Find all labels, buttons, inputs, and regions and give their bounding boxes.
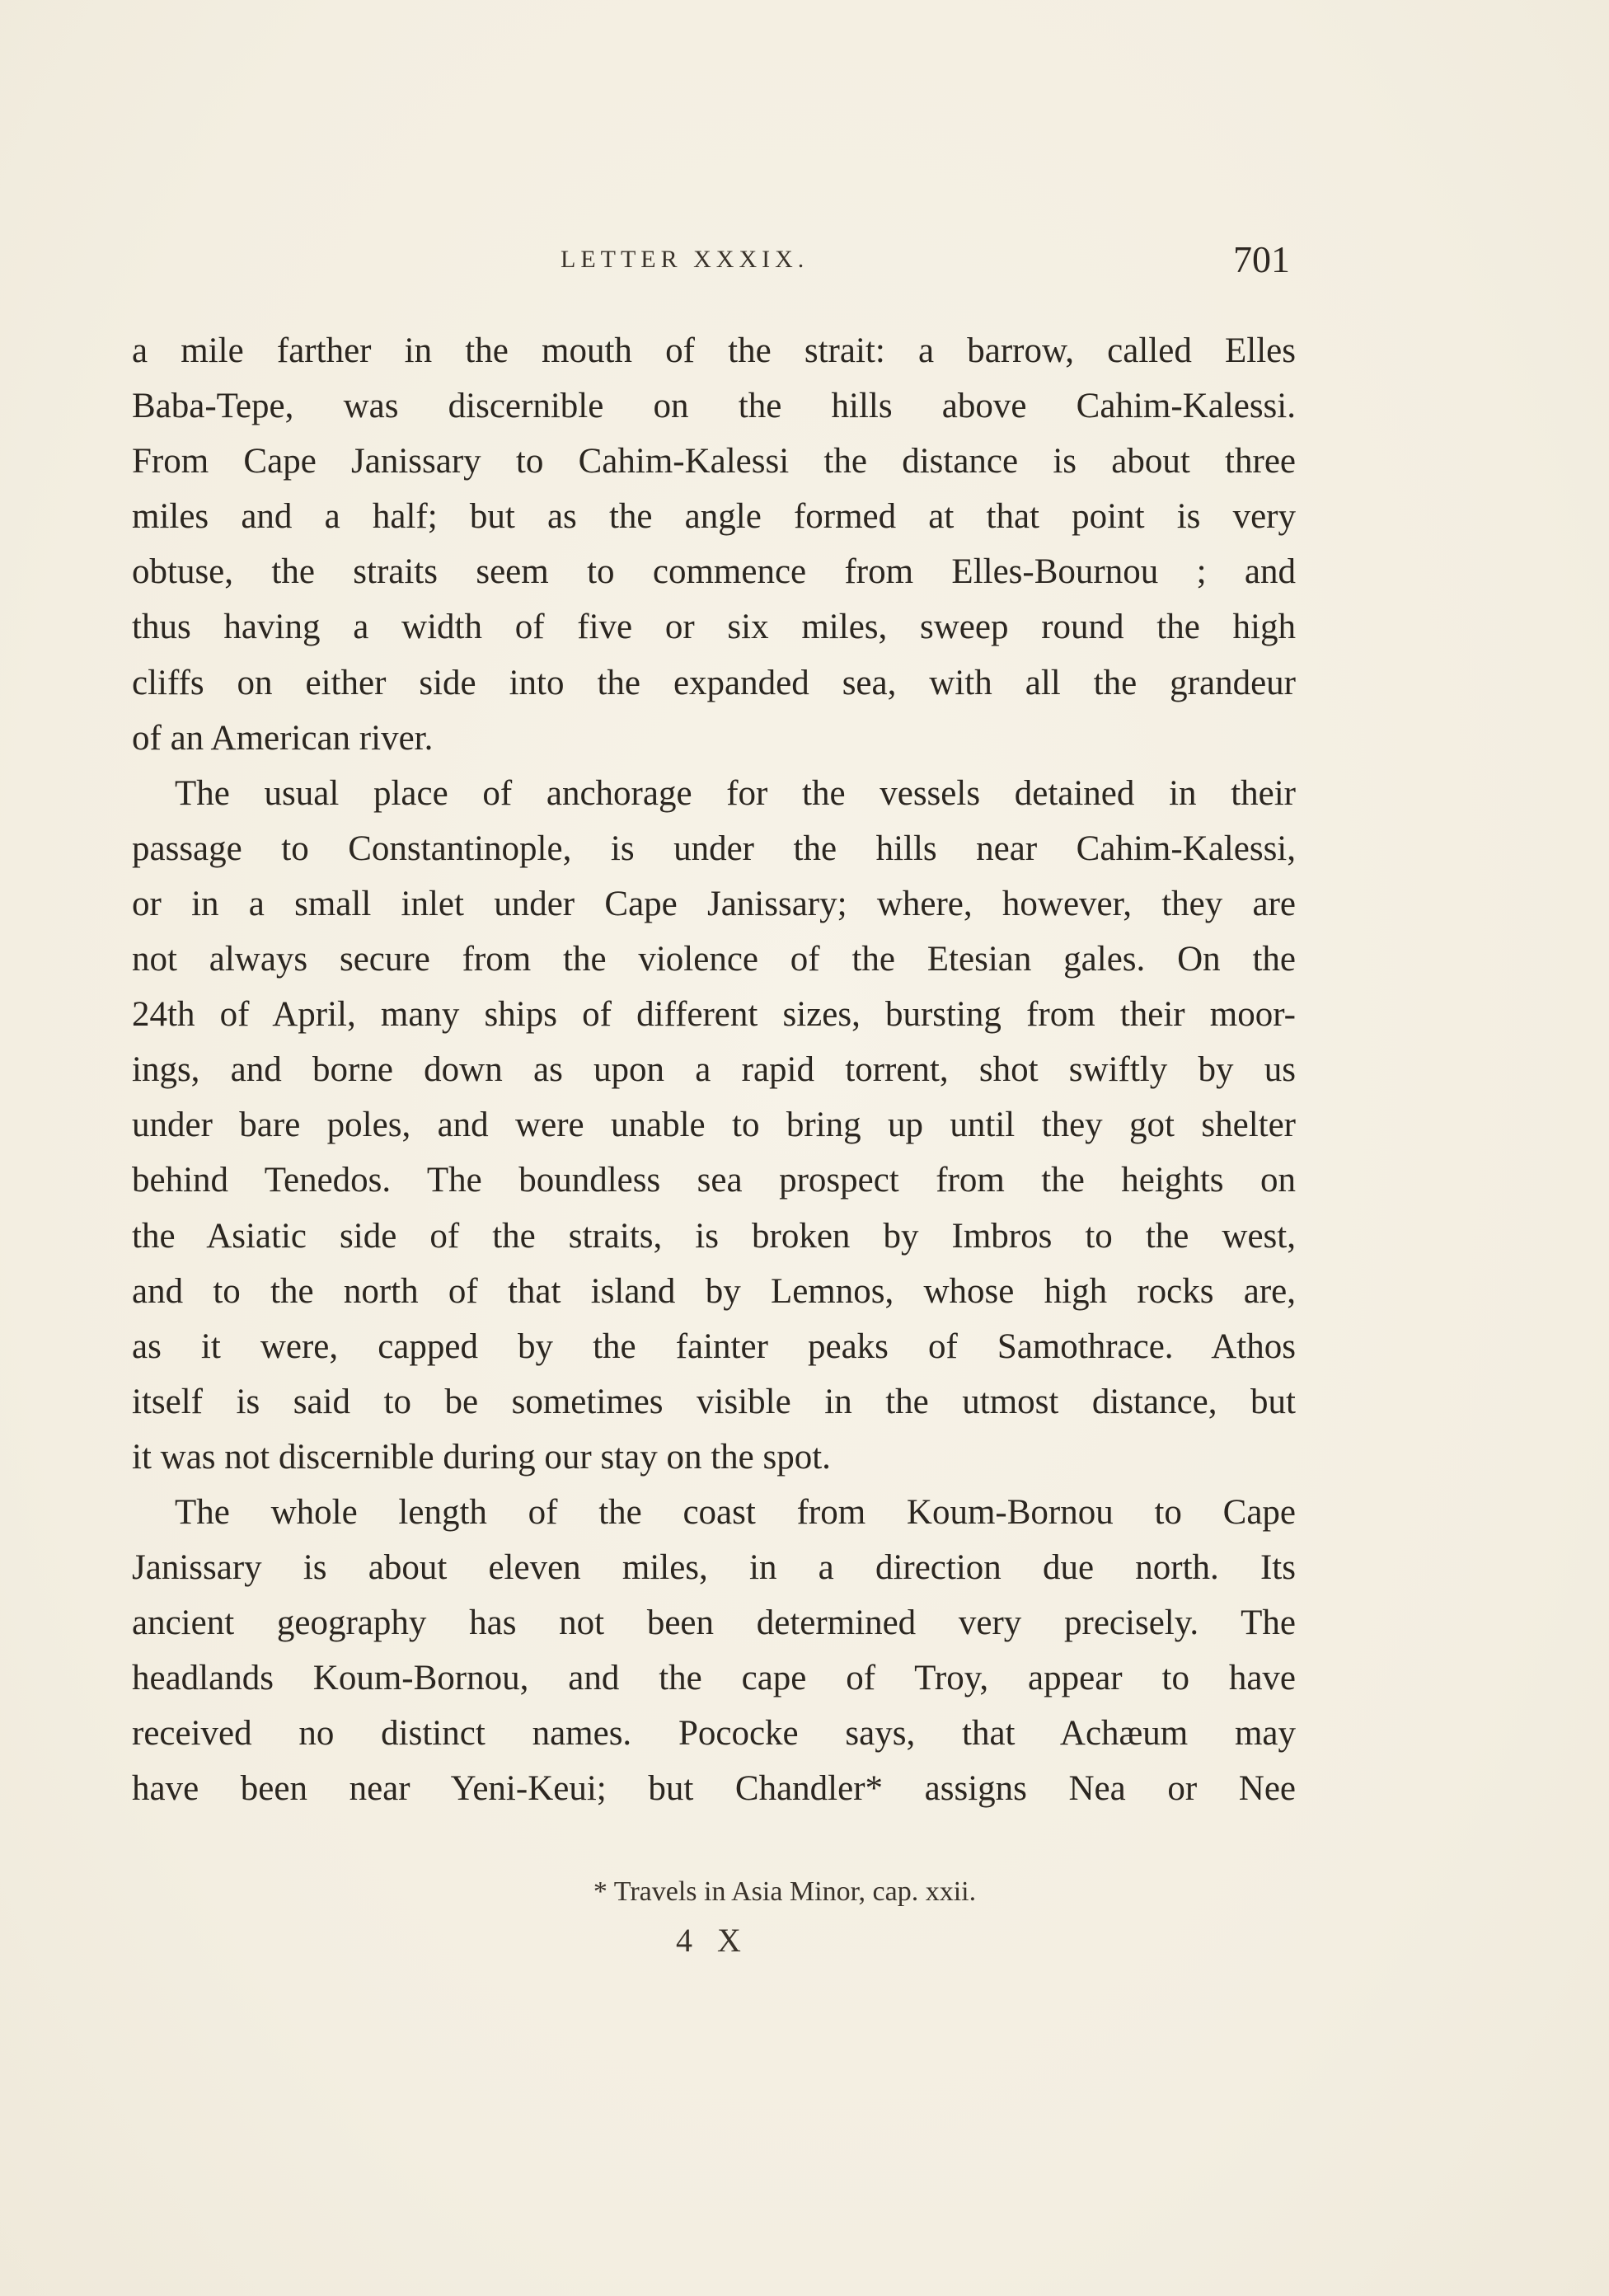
running-head: [0, 237, 1609, 287]
text-line: or in a small inlet under Cape Janissary; where, however, they are: [132, 884, 1296, 923]
text-line: passage to Constantinople, is under the hills near Cahim-Kalessi,: [132, 829, 1296, 868]
text-line: obtuse, the straits seem to commence from Elles-Bournou ; and: [132, 552, 1296, 592]
text-line: miles and a half; but as the angle formed at that point is very: [132, 497, 1296, 537]
text-line: From Cape Janissary to Cahim-Kalessi the distance is about three: [132, 442, 1296, 481]
text-line: have been near Yeni-Keui; but Chandler* assigns Nea or Nee: [132, 1769, 1296, 1809]
paragraph-start-line: The whole length of the coast from Koum-Bornou to Cape: [175, 1492, 1296, 1532]
footnote: [0, 1876, 1609, 1908]
text-line: as it were, capped by the fainter peaks of Samothrace. Athos: [132, 1326, 1296, 1366]
text-line: thus having a width of five or six miles, sweep round the high: [132, 608, 1296, 647]
running-title: LETTER XXXIX.: [561, 246, 809, 273]
text-line: ancient geography has not been determined very precisely. The: [132, 1603, 1296, 1643]
signature-mark: 4 X: [676, 1922, 749, 1959]
paragraph-start-line: The usual place of anchorage for the vessels detained in their: [175, 773, 1296, 813]
footnote-text: * Travels in Asia Minor, cap. xxii.: [593, 1876, 977, 1907]
text-line: of an American river.: [132, 718, 434, 758]
text-line: the Asiatic side of the straits, is broken by Imbros to the west,: [132, 1216, 1296, 1256]
text-line: ings, and borne down as upon a rapid torrent, shot swiftly by us: [132, 1050, 1296, 1090]
text-line: itself is said to be sometimes visible in the utmost distance, but: [132, 1382, 1296, 1421]
text-line: and to the north of that island by Lemnos, whose high rocks are,: [132, 1271, 1296, 1311]
text-line: received no distinct names. Pococke says, that Achæum may: [132, 1714, 1296, 1754]
text-line: Janissary is about eleven miles, in a direction due north. Its: [132, 1548, 1296, 1588]
text-line: under bare poles, and were unable to bring up until they got shelter: [132, 1106, 1296, 1145]
body-text: [132, 323, 1296, 1817]
text-line: headlands Koum-Bornou, and the cape of Troy, appear to have: [132, 1659, 1296, 1698]
text-line: it was not discernible during our stay on the spot.: [132, 1437, 831, 1477]
text-line: Baba-Tepe, was discernible on the hills above Cahim-Kalessi.: [132, 387, 1296, 426]
text-line: behind Tenedos. The boundless sea prospect from the heights on: [132, 1161, 1296, 1200]
text-line: a mile farther in the mouth of the strait: a barrow, called Elles: [132, 331, 1296, 370]
text-line: not always secure from the violence of the Etesian gales. On the: [132, 940, 1296, 979]
text-line: cliffs on either side into the expanded sea, with all the grandeur: [132, 663, 1296, 702]
text-line: 24th of April, many ships of different sizes, bursting from their moor-: [132, 995, 1296, 1035]
page-number: 701: [1233, 238, 1290, 280]
